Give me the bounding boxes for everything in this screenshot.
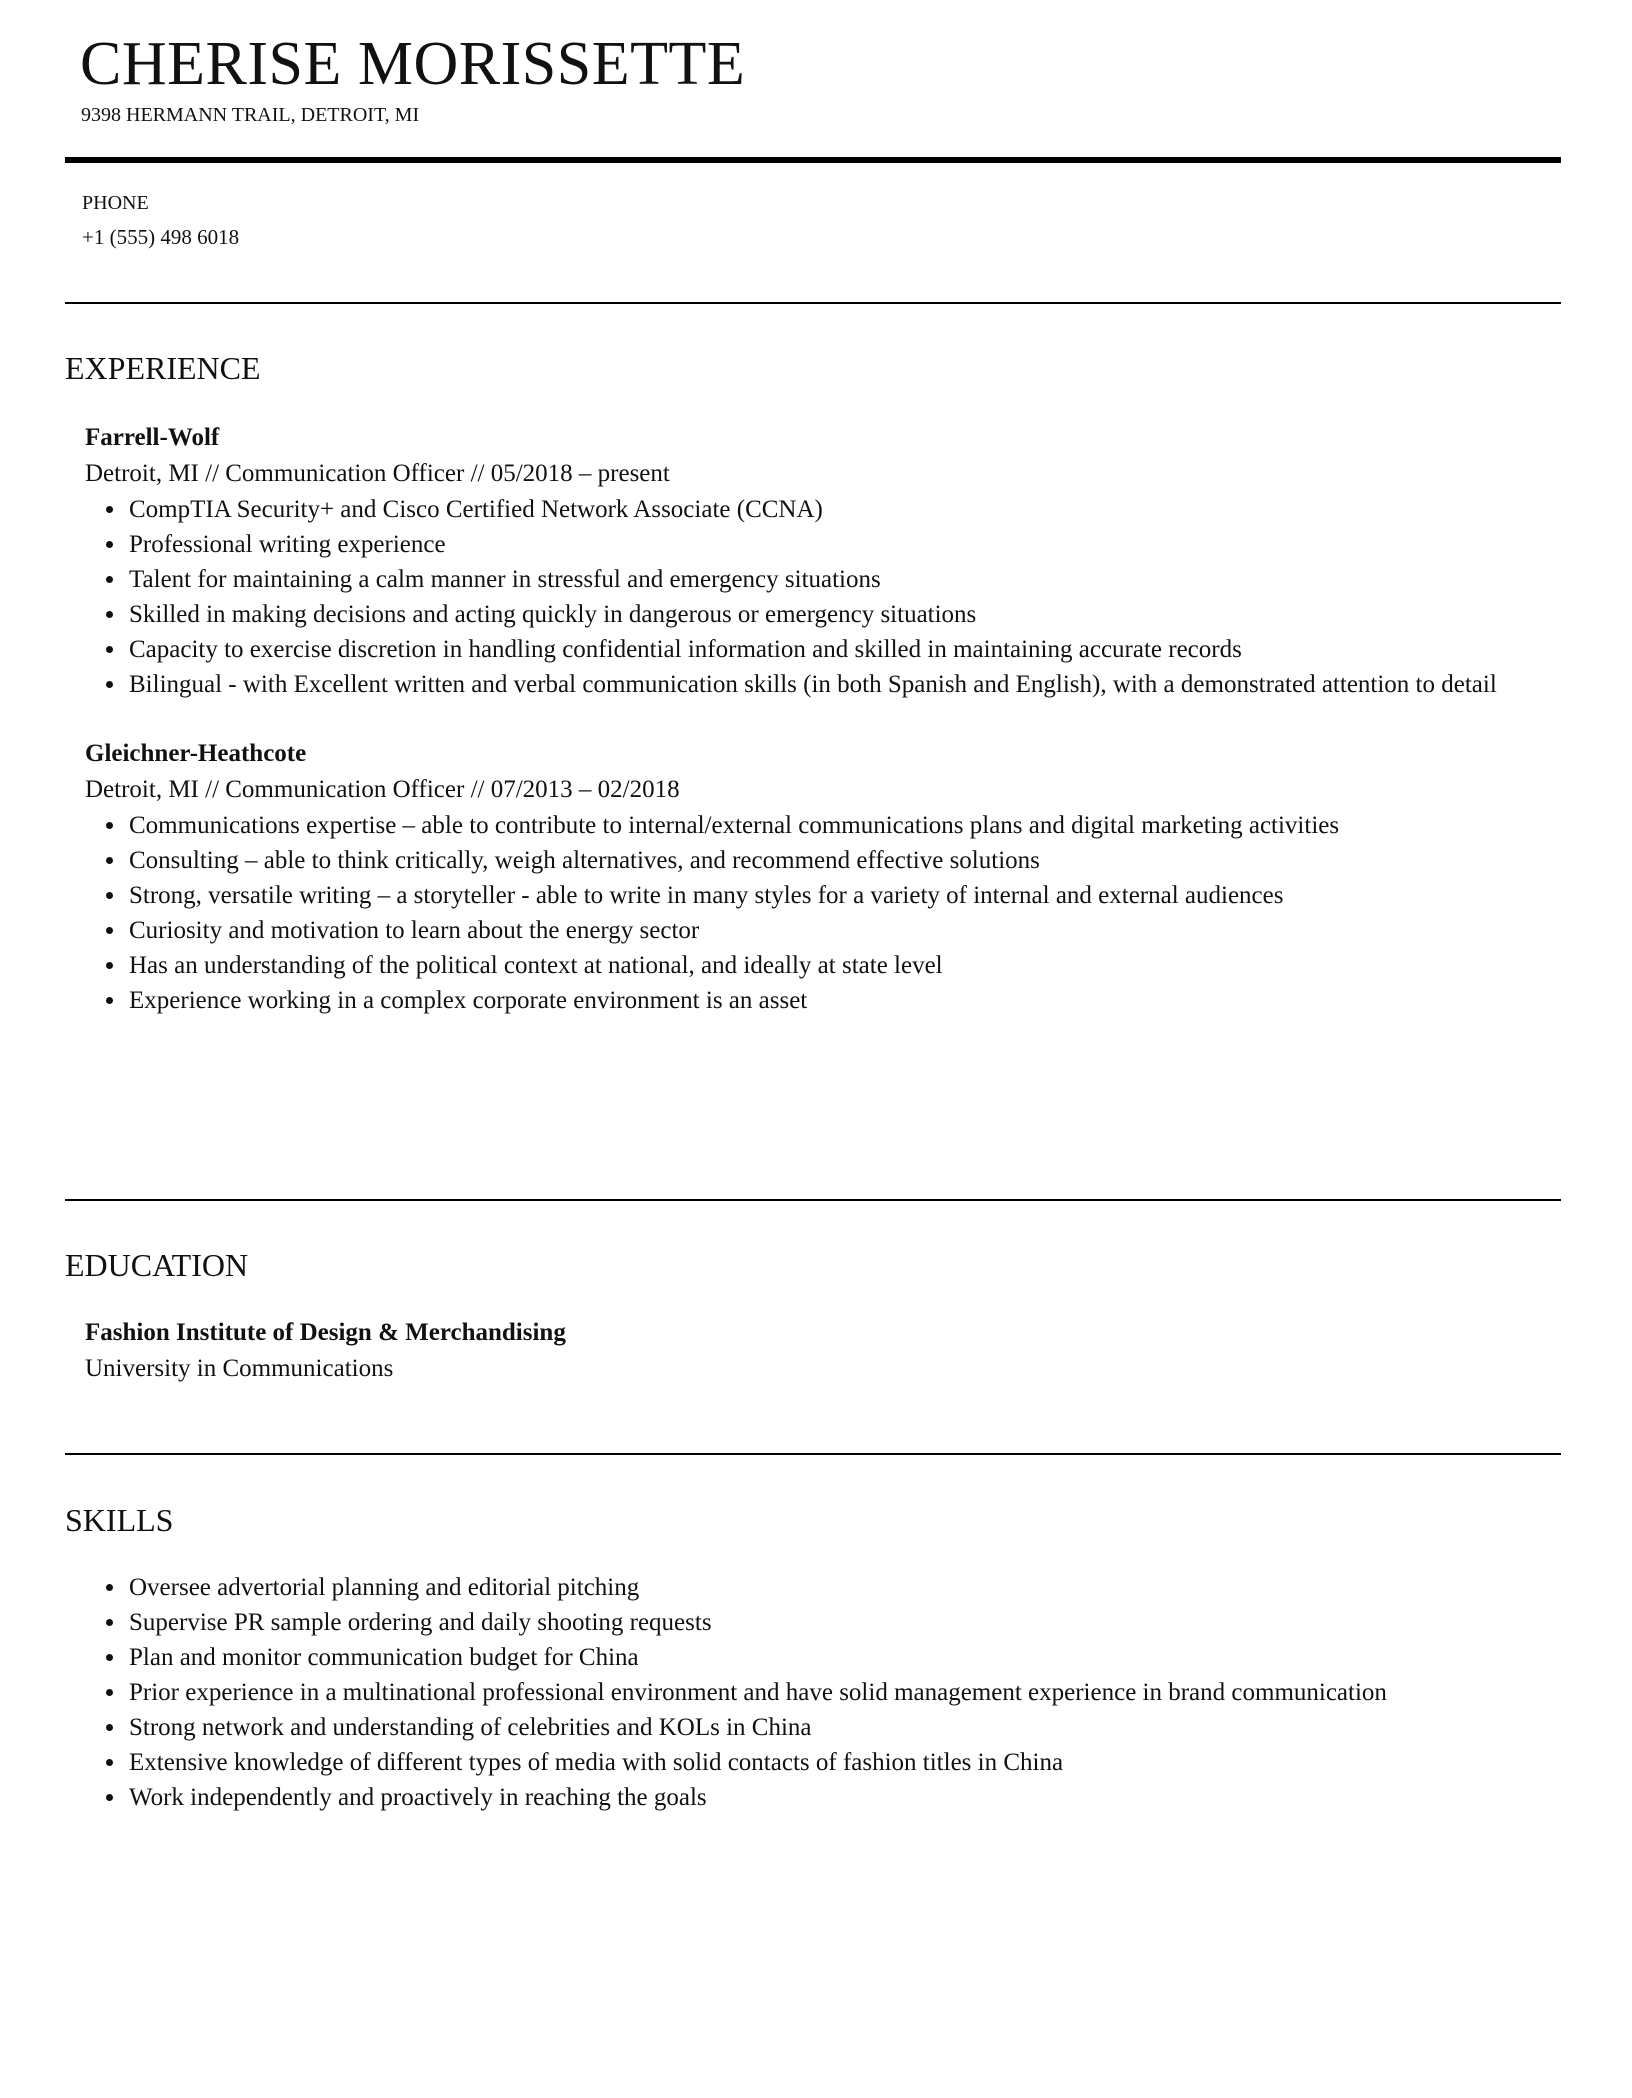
- list-item: • Curiosity and motivation to learn about the energy sector: [127, 913, 1567, 948]
- candidate-name: CHERISE MORISSETTE: [80, 30, 746, 98]
- divider: [65, 1453, 1561, 1455]
- experience-section: [65, 348, 1567, 1018]
- job-bullets: [85, 808, 1567, 1018]
- list-item: • Strong network and understanding of celebrities and KOLs in China: [127, 1710, 1567, 1745]
- address: 9398 HERMANN TRAIL, DETROIT, MI: [81, 104, 420, 126]
- list-item: • Capacity to exercise discretion in handling confidential information and skilled in maintaining accurate records: [127, 632, 1567, 667]
- list-item: • Experience working in a complex corporate environment is an asset: [127, 983, 1567, 1018]
- job-bullets: [85, 492, 1567, 702]
- header-divider: [65, 157, 1561, 163]
- job-entry: [85, 736, 1567, 1018]
- degree: University in Communications: [85, 1355, 394, 1382]
- phone-number: +1 (555) 498 6018: [82, 225, 240, 249]
- section-title: EXPERIENCE: [65, 350, 261, 386]
- list-item: • Consulting – able to think critically, weigh alternatives, and recommend effective solutions: [127, 843, 1567, 878]
- list-item: • Plan and monitor communication budget for China: [127, 1640, 1567, 1675]
- phone-label: PHONE: [82, 192, 149, 214]
- list-item: • Talent for maintaining a calm manner in stressful and emergency situations: [127, 562, 1567, 597]
- list-item: • CompTIA Security+ and Cisco Certified Network Associate (CCNA): [127, 492, 1567, 527]
- divider: [65, 1199, 1561, 1201]
- job-entry: [85, 420, 1567, 702]
- list-item: • Has an understanding of the political context at national, and ideally at state level: [127, 948, 1567, 983]
- list-item: • Communications expertise – able to contribute to internal/external communications plans and digital marketing activities: [127, 808, 1567, 843]
- section-title: SKILLS: [65, 1502, 174, 1538]
- list-item: • Skilled in making decisions and acting quickly in dangerous or emergency situations: [127, 597, 1567, 632]
- list-item: • Work independently and proactively in reaching the goals: [127, 1780, 1567, 1815]
- school-name: Fashion Institute of Design & Merchandising: [85, 1319, 566, 1346]
- education-section: [65, 1245, 1567, 1387]
- education-entry: [85, 1315, 1567, 1387]
- skills-section: [65, 1500, 1567, 1815]
- company-name: Gleichner-Heathcote: [85, 740, 307, 767]
- company-name: Farrell-Wolf: [85, 424, 220, 451]
- list-item: • Extensive knowledge of different types of media with solid contacts of fashion titles in China: [127, 1745, 1567, 1780]
- list-item: • Strong, versatile writing – a storyteller - able to write in many styles for a variety of internal and external audiences: [127, 878, 1567, 913]
- list-item: • Bilingual - with Excellent written and verbal communication skills (in both Spanish and English), with a demonstrated attention to detail: [127, 667, 1567, 702]
- list-item: • Oversee advertorial planning and editorial pitching: [127, 1570, 1567, 1605]
- skills-list: [85, 1570, 1567, 1815]
- job-meta: Detroit, MI // Communication Officer // 05/2018 – present: [85, 460, 670, 487]
- list-item: • Prior experience in a multinational professional environment and have solid management experience in brand communication: [127, 1675, 1567, 1710]
- list-item: • Supervise PR sample ordering and daily shooting requests: [127, 1605, 1567, 1640]
- list-item: • Professional writing experience: [127, 527, 1567, 562]
- section-title: EDUCATION: [65, 1247, 249, 1283]
- divider: [65, 302, 1561, 304]
- job-meta: Detroit, MI // Communication Officer // 07/2013 – 02/2018: [85, 776, 680, 803]
